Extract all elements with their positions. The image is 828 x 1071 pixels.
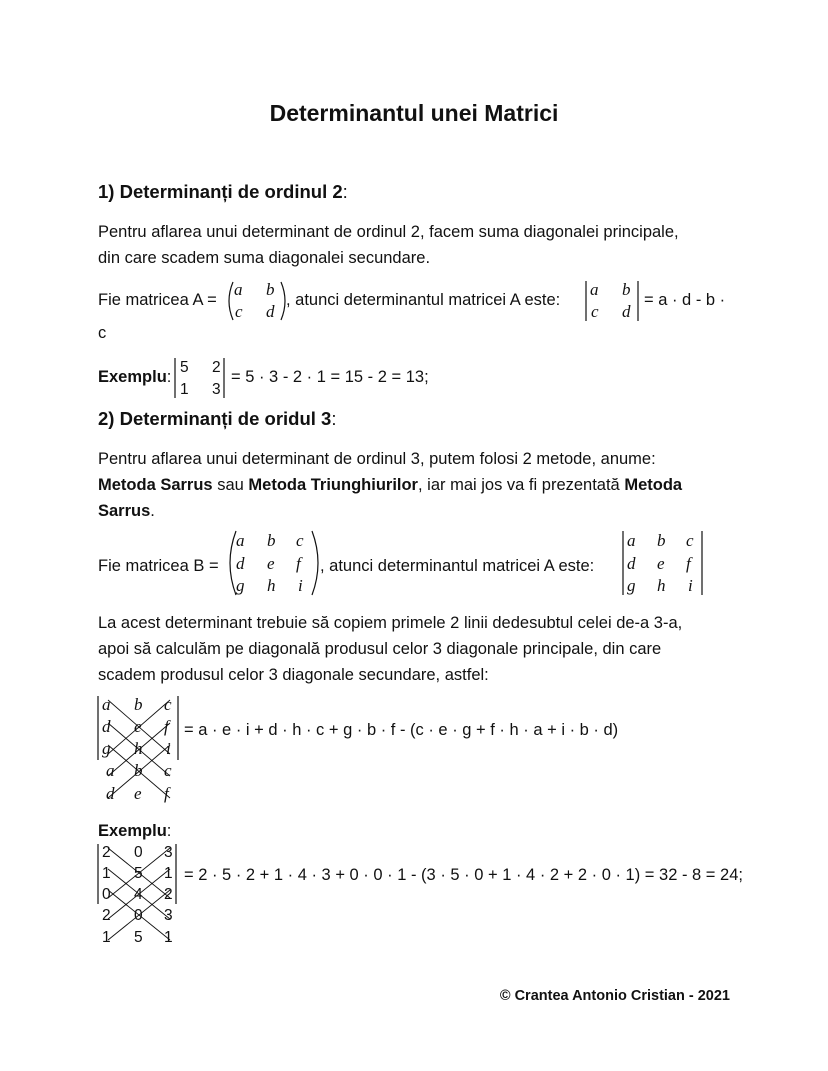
matrix-b-prefix: Fie matricea B =: [98, 557, 219, 575]
matrix-b-entry-d: d: [236, 554, 245, 573]
determinant-a-formula: = a · d - b ·: [644, 291, 726, 309]
section-2-explain-line-3: scadem produsul celor 3 diagonale secundare, astfel:: [98, 666, 489, 684]
example-1-determinant: [172, 355, 230, 401]
matrix-b-entry-f: f: [296, 554, 301, 573]
matrix-b: [224, 528, 324, 598]
determinant-b-entry-c: c: [686, 531, 694, 550]
determinant-a-formula-wrap: c: [98, 324, 107, 342]
sarrus-entry-g: g: [102, 739, 111, 758]
determinant-a-entry-c: c: [591, 302, 599, 321]
determinant-a-entry-a: a: [590, 280, 599, 299]
sarrus-entry-f: f: [164, 717, 169, 736]
example-2-copy-entry-1: 2: [102, 907, 111, 924]
matrix-b-entry-b: b: [267, 531, 276, 550]
matrix-b-mid-text: , atunci determinantul matricei A este:: [320, 557, 595, 575]
sarrus-copy-entry-a: a: [106, 761, 115, 780]
matrix-a-prefix: Fie matricea A =: [98, 291, 217, 309]
metoda-sarrus-label: Metoda Sarrus: [98, 476, 213, 494]
example-1-result: = 5 · 3 - 2 · 1 = 15 - 2 = 13;: [231, 368, 429, 386]
matrix-b-entry-a: a: [236, 531, 245, 550]
example-2-copy-entry-3: 3: [164, 907, 173, 924]
example-2-entry-3: 3: [164, 844, 173, 861]
example-2-entry-4: 1: [102, 865, 111, 882]
determinant-b-entry-e: e: [657, 554, 665, 573]
section-2-colon: :: [331, 408, 337, 429]
section-2-explain-line-1: La acest determinant trebuie să copiem primele 2 linii dedesubtul celei de-a 3-a,: [98, 614, 683, 632]
matrix-a-entry-d: d: [266, 302, 275, 321]
determinant-b-entry-f: f: [686, 554, 691, 573]
matrix-a-entry-a: a: [234, 280, 243, 299]
sarrus-copy-entry-f: f: [164, 784, 169, 803]
example-1-colon: :: [166, 368, 172, 386]
sarrus-copy-entry-c: c: [164, 761, 172, 780]
example-1-entry-1: 5: [180, 359, 189, 376]
determinant-a-entry-d: d: [622, 302, 631, 321]
sarrus-diagram: [94, 692, 184, 810]
sarrus-label: Sarrus: [98, 502, 151, 520]
example-2-entry-5: 5: [134, 865, 143, 882]
section-2-intro-line-3: [98, 498, 155, 524]
determinant-b-entry-a: a: [627, 531, 636, 550]
intro-sau: sau: [212, 476, 249, 494]
sarrus-entry-e: e: [134, 717, 142, 736]
sarrus-entry-d: d: [102, 717, 111, 736]
sarrus-example-diagram: [94, 840, 184, 950]
example-2-colon: :: [166, 822, 172, 840]
section-1-intro-line-1: Pentru aflarea unui determinant de ordinul 2, facem suma diagonalei principale,: [98, 223, 679, 241]
determinant-a: [584, 278, 642, 324]
intro-end: .: [150, 502, 155, 520]
determinant-a-entry-b: b: [622, 280, 631, 299]
sarrus-copy-entry-b: b: [134, 761, 143, 780]
determinant-b-entry-g: g: [627, 576, 636, 595]
example-2-entry-7: 0: [102, 886, 111, 903]
section-2-intro-line-1: Pentru aflarea unui determinant de ordinul 3, putem folosi 2 metode, anume:: [98, 450, 656, 468]
example-1-entry-4: 3: [212, 381, 221, 398]
example-2-entry-6: 1: [164, 865, 173, 882]
sarrus-copy-entry-e: e: [134, 784, 142, 803]
section-1-heading: [98, 181, 348, 203]
sarrus-entry-b: b: [134, 695, 143, 714]
example-2-entry-9: 2: [164, 886, 173, 903]
example-2-entry-1: 2: [102, 844, 111, 861]
example-1-entry-2: 2: [212, 359, 221, 376]
matrix-a: [224, 278, 290, 324]
example-2-result: = 2 · 5 · 2 + 1 · 4 · 3 + 0 · 0 · 1 - (3 · 5 · 0 + 1 · 4 · 2 + 2 · 0 · 1) = 32 - 8 = 24;: [184, 866, 743, 884]
determinant-b-entry-h: h: [657, 576, 666, 595]
determinant-b-entry-b: b: [657, 531, 666, 550]
matrix-a-entry-b: b: [266, 280, 275, 299]
determinant-b-entry-i: i: [688, 576, 693, 595]
matrix-b-entry-e: e: [267, 554, 275, 573]
footer-copyright: © Crantea Antonio Cristian - 2021: [499, 988, 730, 1004]
page-title: Determinantul unei Matrici: [269, 100, 559, 126]
section-2-heading: [98, 408, 337, 430]
sarrus-entry-i: i: [166, 739, 171, 758]
matrix-a-mid-text: , atunci determinantul matricei A este:: [286, 291, 561, 309]
matrix-b-entry-g: g: [236, 576, 245, 595]
example-1-entry-3: 1: [180, 381, 189, 398]
section-1-heading-text: 1) Determinanți de ordinul 2: [98, 181, 343, 202]
determinant-b-entry-d: d: [627, 554, 636, 573]
section-2-explain-line-2: apoi să calculăm pe diagonală produsul celor 3 diagonale principale, din care: [98, 640, 662, 658]
example-2-entry-8: 4: [134, 886, 143, 903]
matrix-b-entry-c: c: [296, 531, 304, 550]
example-2-copy-entry-2: 0: [134, 907, 143, 924]
section-1-colon: :: [342, 181, 348, 202]
example-2-entry-2: 0: [134, 844, 143, 861]
sarrus-entry-a: a: [102, 695, 111, 714]
example-2-label-text: Exemplu: [98, 822, 167, 840]
intro-rest: , iar mai jos va fi prezentată: [417, 476, 625, 494]
matrix-a-entry-c: c: [235, 302, 243, 321]
example-2-copy-entry-4: 1: [102, 929, 111, 946]
section-2-intro-line-2: [98, 472, 682, 498]
sarrus-entry-h: h: [134, 739, 143, 758]
example-1-label-text: Exemplu: [98, 368, 167, 386]
example-2-copy-entry-6: 1: [164, 929, 173, 946]
matrix-b-entry-h: h: [267, 576, 276, 595]
metoda-label: Metoda: [624, 476, 683, 494]
example-2-copy-entry-5: 5: [134, 929, 143, 946]
sarrus-copy-entry-d: d: [106, 784, 115, 803]
sarrus-formula: = a · e · i + d · h · c + g · b · f - (c · e · g + f · h · a + i · b · d): [184, 721, 619, 739]
example-1-label: [98, 364, 171, 390]
section-1-intro-line-2: din care scadem suma diagonalei secundare.: [98, 249, 431, 267]
matrix-b-entry-i: i: [298, 576, 303, 595]
section-2-heading-text: 2) Determinanți de oridul 3: [98, 408, 332, 429]
sarrus-entry-c: c: [164, 695, 172, 714]
determinant-b: [620, 528, 708, 598]
metoda-triunghiurilor-label: Metoda Triunghiurilor: [248, 476, 418, 494]
